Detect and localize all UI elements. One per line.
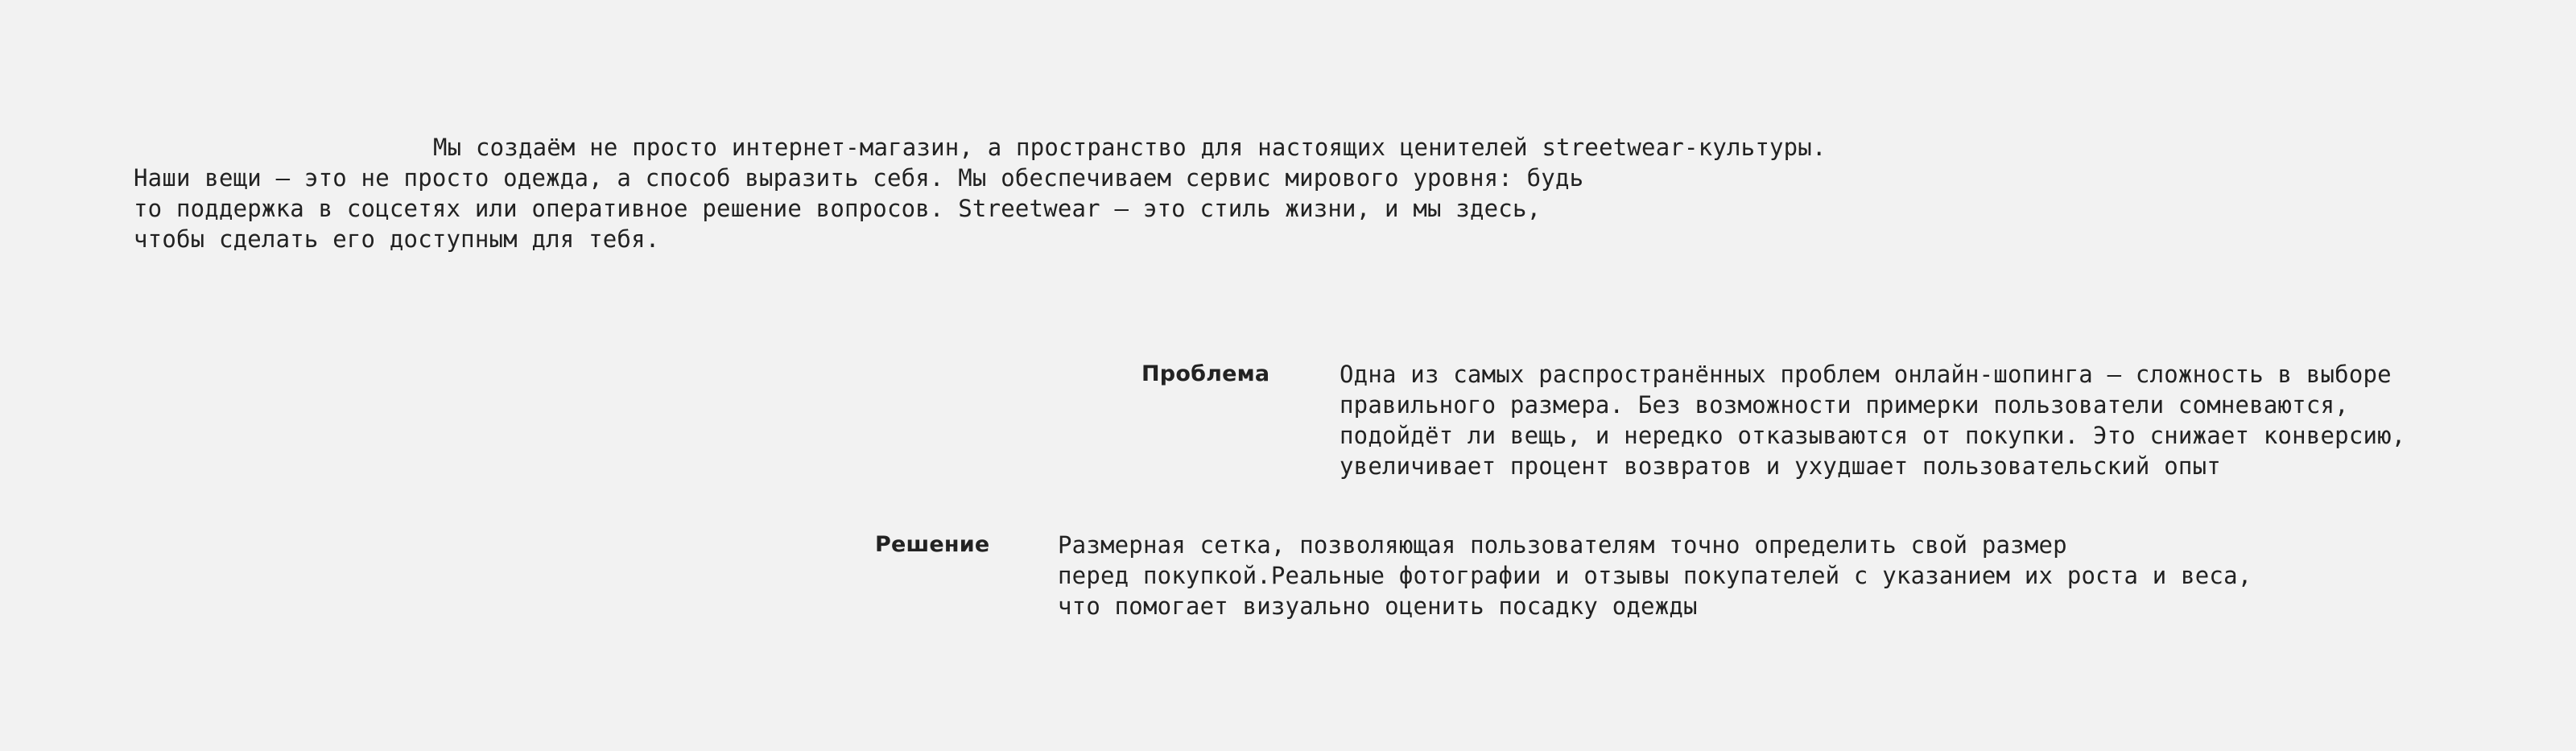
solution-line: Размерная сетка, позволяющая пользователям точно определить свой размер — [1058, 531, 2067, 559]
problem-line: Одна из самых распространённых проблем онлайн-шопинга — сложность в выборе — [1340, 361, 2392, 388]
intro-line: Мы создаём не просто интернет-магазин, а пространство для настоящих ценителей streetwear-культуры. — [433, 134, 1827, 161]
intro-paragraph — [134, 132, 2066, 254]
solution-heading: Решение — [875, 532, 990, 557]
problem-heading: Проблема — [1141, 361, 1270, 386]
solution-line: перед покупкой.Реальные фотографии и отзывы покупателей с указанием их роста и веса, — [1058, 562, 2252, 589]
problem-text — [1340, 359, 2405, 481]
problem-line: правильного размера. Без возможности примерки пользователи сомневаются, — [1340, 391, 2349, 419]
solution-line: что помогает визуально оценить посадку одежды — [1058, 592, 1698, 620]
problem-line: подойдёт ли вещь, и нередко отказываются от покупки. Это снижает конверсию, — [1340, 422, 2406, 449]
problem-line: увеличивает процент возвратов и ухудшает пользовательский опыт — [1340, 452, 2221, 480]
intro-line: то поддержка в соцсетях или оперативное решение вопросов. Streetwear — это стиль жизни, и мы здесь, — [134, 195, 1542, 222]
intro-line: Наши вещи — это не просто одежда, а способ выразить себя. Мы обеспечиваем сервис мирового уровня: будь — [134, 164, 1584, 192]
intro-line: чтобы сделать его доступным для тебя. — [134, 225, 660, 253]
solution-text — [1058, 530, 2252, 621]
